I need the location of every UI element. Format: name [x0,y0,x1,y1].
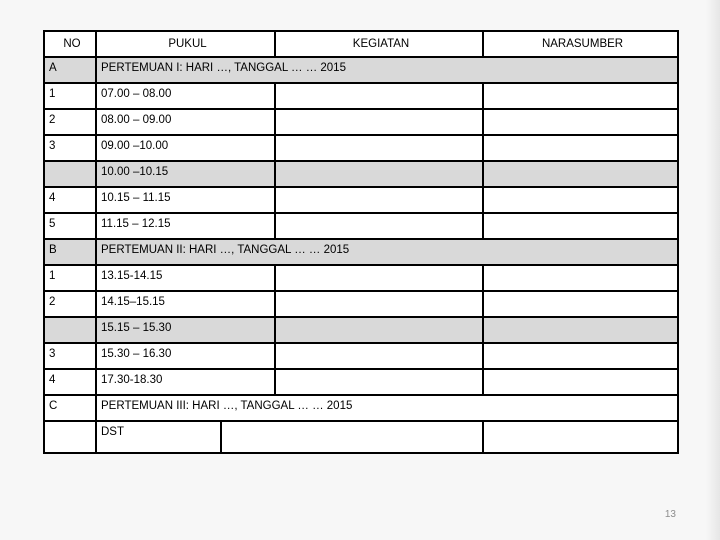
kegiatan-cell [275,343,483,369]
narasumber-cell [483,161,678,187]
time-cell: 17.30-18.30 [96,369,275,395]
table-row [44,291,678,317]
header-no: NO [44,31,96,57]
time-cell: 11.15 – 12.15 [96,213,275,239]
narasumber-cell [483,421,678,453]
narasumber-cell [483,369,678,395]
session-row-a [44,57,678,83]
time-cell: 07.00 – 08.00 [96,83,275,109]
row-number: B [44,239,96,265]
session-title: PERTEMUAN I: HARI …, TANGGAL … … 2015 [96,57,678,83]
page-side-shadow [706,0,720,540]
narasumber-cell [483,343,678,369]
session-title: PERTEMUAN II: HARI …, TANGGAL … … 2015 [96,239,678,265]
narasumber-cell [483,187,678,213]
narasumber-cell [483,135,678,161]
kegiatan-cell [275,291,483,317]
narasumber-cell [483,83,678,109]
table-row [44,187,678,213]
header-narasumber: NARASUMBER [483,31,678,57]
row-number [44,421,96,453]
time-cell: 13.15-14.15 [96,265,275,291]
kegiatan-cell [275,317,483,343]
kegiatan-cell [275,161,483,187]
narasumber-cell [483,317,678,343]
kegiatan-cell [275,135,483,161]
break-row [44,161,678,187]
table-row [44,369,678,395]
slide-number: 13 [664,509,676,520]
kegiatan-cell [275,187,483,213]
session-row-c [44,395,678,421]
row-number: 2 [44,291,96,317]
time-cell: 09.00 –10.00 [96,135,275,161]
time-cell: 08.00 – 09.00 [96,109,275,135]
kegiatan-cell [275,213,483,239]
narasumber-cell [483,109,678,135]
header-pukul: PUKUL [96,31,275,57]
row-number: 3 [44,343,96,369]
time-cell: 10.00 –10.15 [96,161,275,187]
kegiatan-cell [275,369,483,395]
time-cell: 10.15 – 11.15 [96,187,275,213]
time-cell: 14.15–15.15 [96,291,275,317]
row-number: 1 [44,83,96,109]
row-number: 2 [44,109,96,135]
row-number: A [44,57,96,83]
table-row [44,109,678,135]
kegiatan-cell [275,83,483,109]
narasumber-cell [483,213,678,239]
row-number: 3 [44,135,96,161]
session-row-b [44,239,678,265]
time-cell: 15.15 – 15.30 [96,317,275,343]
row-number: 4 [44,369,96,395]
row-number [44,161,96,187]
table-row [44,343,678,369]
narasumber-cell [483,265,678,291]
row-number: 4 [44,187,96,213]
table-row [44,83,678,109]
table-row [44,135,678,161]
table-row [44,265,678,291]
session-title: PERTEMUAN III: HARI …, TANGGAL … … 2015 [96,395,678,421]
table-row [44,213,678,239]
row-number: 5 [44,213,96,239]
table-header-row [44,31,678,57]
narasumber-cell [483,291,678,317]
row-number: 1 [44,265,96,291]
table-row-last [44,421,678,453]
time-cell: DST [96,421,221,453]
header-kegiatan: KEGIATAN [275,31,483,57]
kegiatan-cell [275,109,483,135]
row-number [44,317,96,343]
time-cell: 15.30 – 16.30 [96,343,275,369]
kegiatan-cell [275,265,483,291]
row-number: C [44,395,96,421]
schedule-table [43,30,679,454]
kegiatan-cell [221,421,483,453]
break-row [44,317,678,343]
